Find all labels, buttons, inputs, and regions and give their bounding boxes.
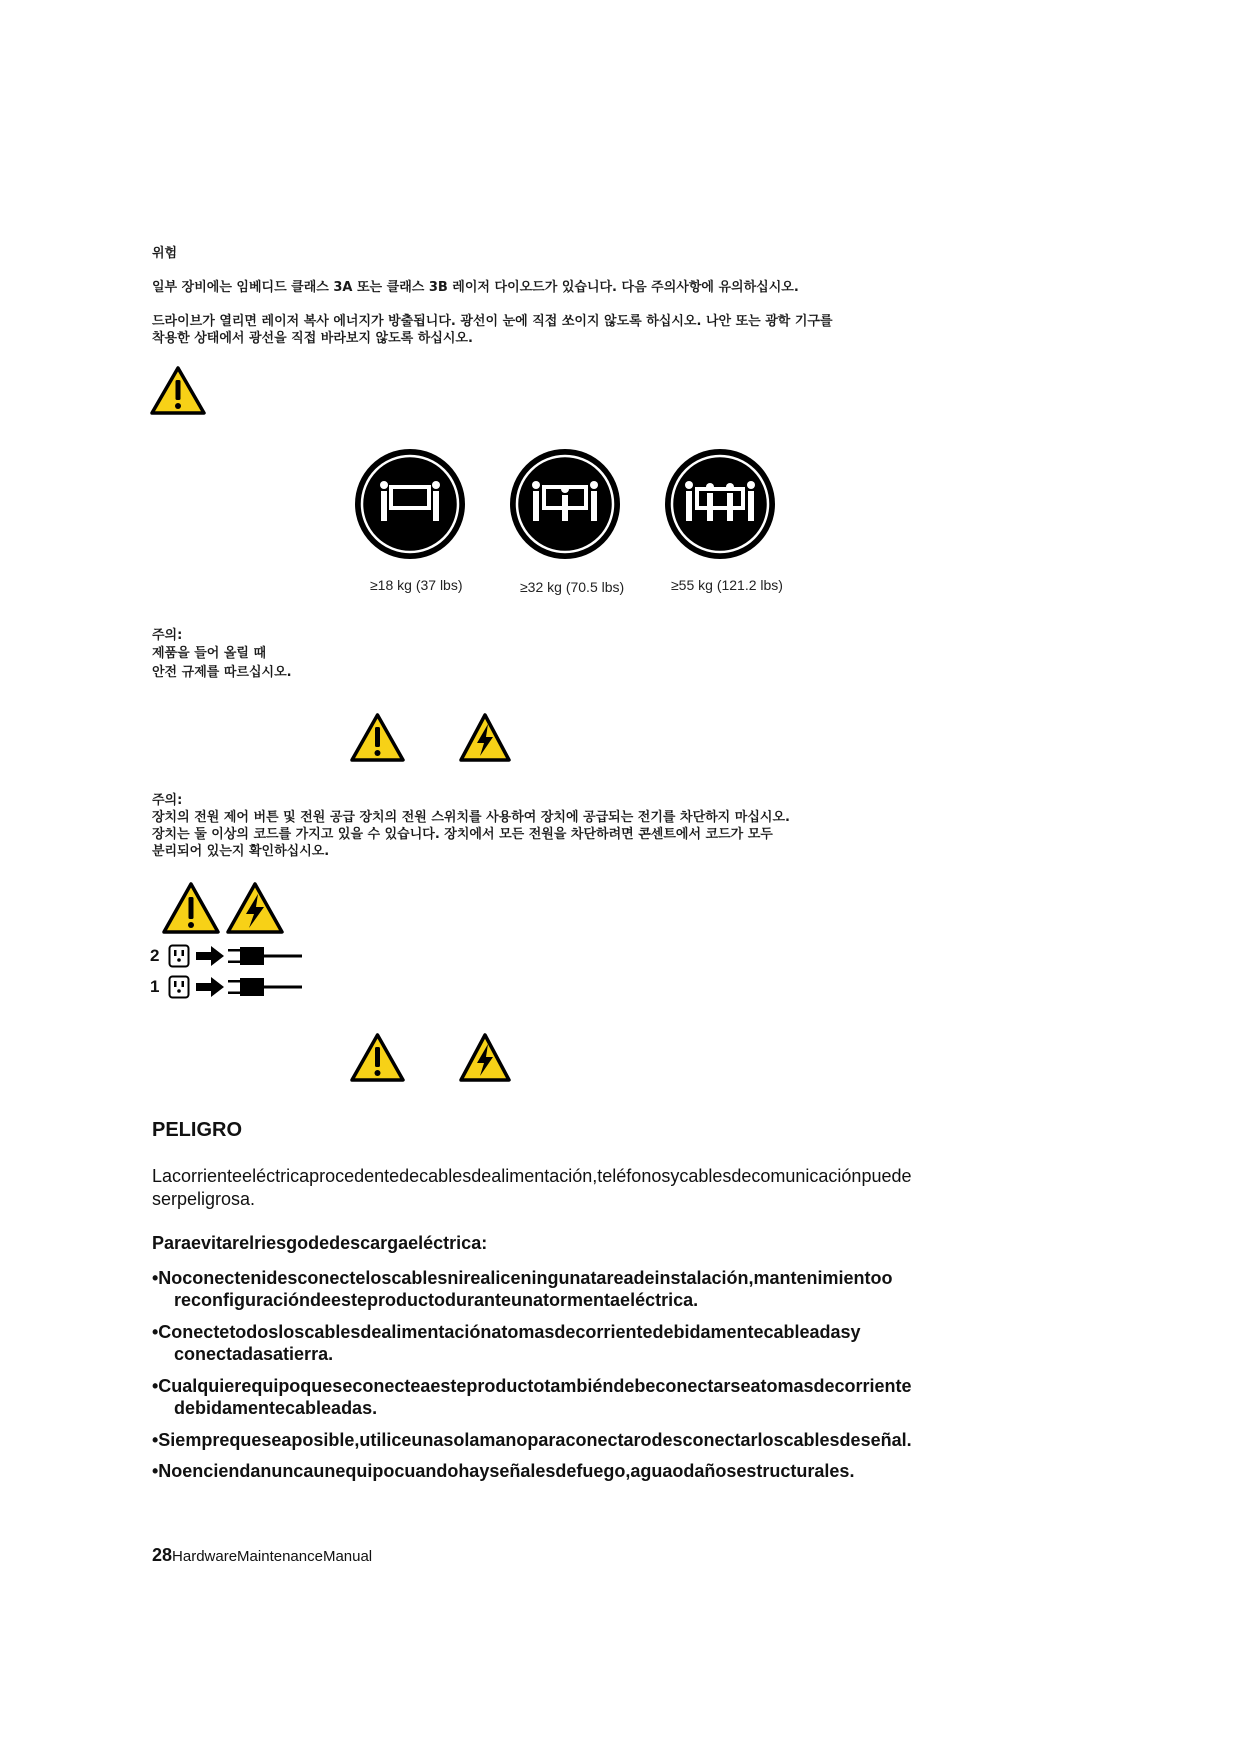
power-plug-icon	[226, 946, 302, 966]
lift-caution-label: 주의:	[152, 628, 183, 643]
peligro-intro: Lacorrienteeléctricaprocedentedecablesdealimentación,teléfonosycablesdecomunicaciónpuede serpeligrosa.	[152, 1166, 912, 1209]
lift-caution: 주의: 제품을 들어 올릴 때 안전 규제를 따르십시오.	[152, 628, 292, 680]
electrical-hazard-icon	[459, 713, 511, 763]
electrical-hazard-icon	[226, 882, 284, 935]
lift-32kg-icon	[508, 447, 622, 561]
bullet-item: •Cualquierequipoqueseconecteaesteproductotambiéndebeconectarseatomasdecorriente debidamentecableadas.	[152, 1376, 912, 1418]
bullet-item: •Noenciendanuncaunequipocuandohayseñalesdefuego,aguaodañosestructurales.	[152, 1461, 855, 1481]
laser-warning-para2: 드라이브가 열리면 레이저 복사 에너지가 방출됩니다. 광선이 눈에 직접 쏘이지 않도록 하십시오. 나안 또는 광학 기구를 착용한 상태에서 광선을 직접 바라보지 않도록 하십시오.	[152, 314, 833, 346]
danger-heading-ko: 위험	[152, 246, 178, 261]
right-arrow-icon	[196, 977, 224, 997]
manual-title: HardwareMaintenanceManual	[172, 1548, 373, 1565]
page-number: 28	[152, 1545, 173, 1565]
warning-triangle-icon	[350, 713, 405, 763]
warning-triangle-icon	[150, 366, 206, 416]
power-cord-row-2	[150, 944, 302, 968]
bullet-item: •Siemprequeseaposible,utiliceunasolamanoparaconectarodesconectarloscablesdeseñal.	[152, 1430, 912, 1450]
power-caution: 주의: 장치의 전원 제어 버튼 및 전원 공급 장치의 전원 스위치를 사용하여 장치에 공급되는 전기를 차단하지 마십시오. 장치는 둘 이상의 코드를 가지고 있을 수 있습니다. 장치에서 모든 전원을 차단하려면 콘센트에서 코드가 모두 분리되어 있는지 확인하십시오.	[152, 793, 790, 859]
cord-number-1: 1	[150, 977, 160, 996]
peligro-heading: PELIGRO	[152, 1119, 243, 1141]
lift-18kg-icon	[353, 447, 467, 561]
bullet-item: •Conectetodosloscablesdealimentaciónatomasdecorrientedebidamentecableadasy conectadasatierra.	[152, 1322, 861, 1364]
power-plug-icon	[226, 977, 302, 997]
power-outlet-icon	[168, 944, 190, 968]
lift-label-18kg: ≥18 kg (37 lbs)	[370, 577, 463, 593]
cord-number-2: 2	[150, 946, 160, 965]
lift-55kg-icon	[663, 447, 777, 561]
bullet-item: •Noconectenidesconecteloscablesnirealiceningunatareadeinstalación,mantenimientoo reconfiguracióndeesteproductoduranteunatormentaeléctrica.	[152, 1268, 893, 1310]
right-arrow-icon	[196, 946, 224, 966]
power-cord-row-1	[150, 975, 302, 999]
lift-label-32kg: ≥32 kg (70.5 lbs)	[520, 579, 625, 595]
power-outlet-icon	[168, 975, 190, 999]
warning-triangle-icon	[350, 1033, 405, 1083]
laser-warning-para1: 일부 장비에는 임베디드 클래스 3A 또는 클래스 3B 레이저 다이오드가 있습니다. 다음 주의사항에 유의하십시오.	[152, 280, 799, 295]
lift-label-55kg: ≥55 kg (121.2 lbs)	[671, 577, 783, 593]
warning-triangle-icon	[162, 882, 220, 935]
peligro-subheading: Paraevitarelriesgodedescargaeléctrica:	[152, 1233, 488, 1253]
electrical-hazard-icon	[459, 1033, 511, 1083]
page-footer	[152, 1545, 372, 1566]
power-caution-label: 주의:	[152, 793, 183, 808]
